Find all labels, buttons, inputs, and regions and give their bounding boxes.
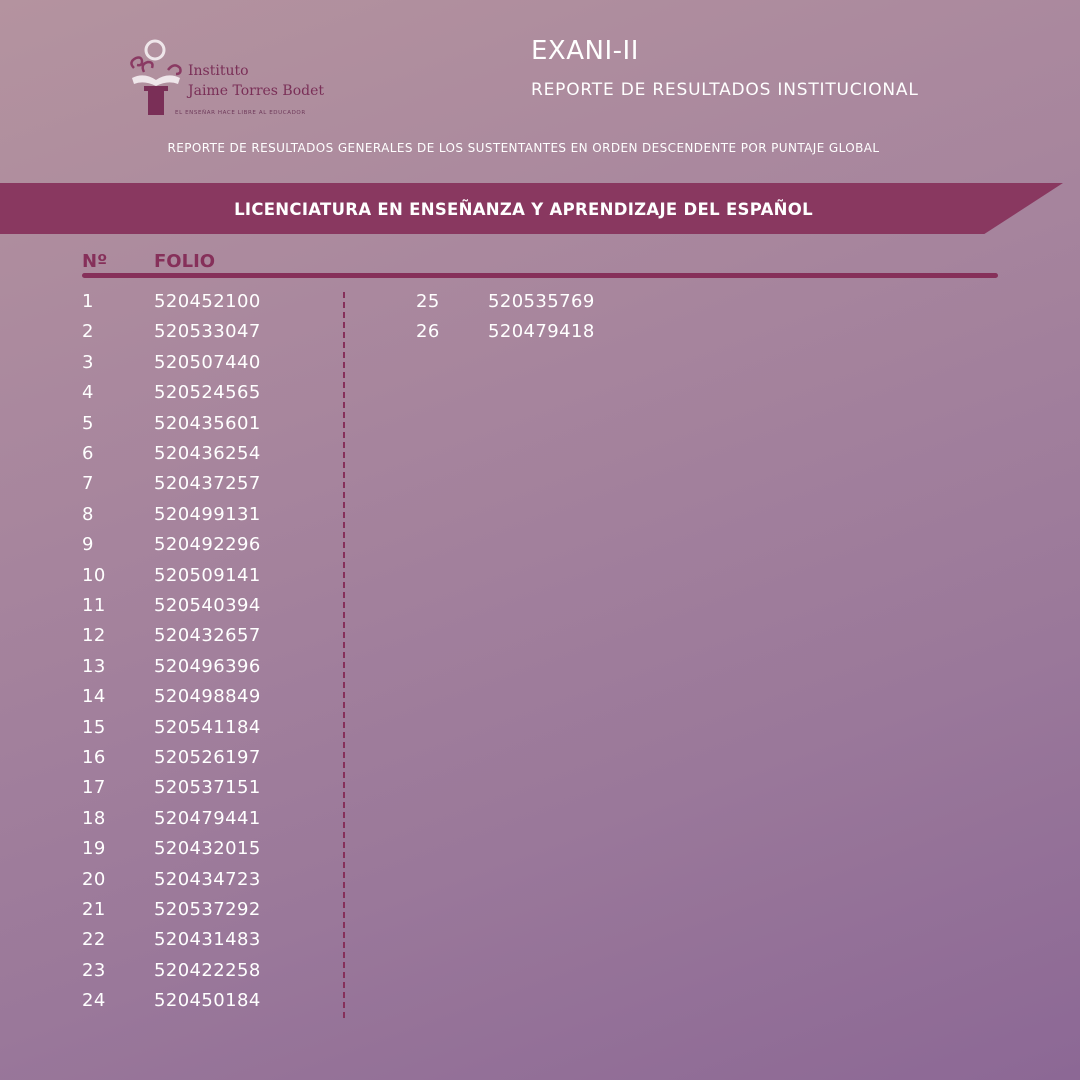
row-folio: 520524565 bbox=[154, 382, 261, 404]
row-number: 18 bbox=[82, 807, 106, 829]
row-number: 5 bbox=[82, 412, 94, 434]
row-folio: 520498849 bbox=[154, 686, 261, 708]
row-folio: 520431483 bbox=[154, 929, 261, 951]
row-number: 3 bbox=[82, 351, 94, 373]
row-number: 2 bbox=[82, 321, 94, 343]
row-number: 23 bbox=[82, 959, 106, 981]
column-divider bbox=[343, 292, 345, 1018]
row-folio: 520492296 bbox=[154, 534, 261, 556]
row-number: 19 bbox=[82, 838, 106, 860]
row-folio: 520496396 bbox=[154, 655, 261, 677]
row-folio: 520537151 bbox=[154, 777, 261, 799]
row-number: 25 bbox=[416, 291, 440, 312]
row-folio: 520432015 bbox=[154, 838, 261, 860]
row-folio: 520450184 bbox=[154, 990, 261, 1012]
row-folio: 520432657 bbox=[154, 625, 261, 647]
row-number: 17 bbox=[82, 777, 106, 799]
row-number: 16 bbox=[82, 747, 106, 768]
header-divider bbox=[82, 273, 998, 278]
row-number: 11 bbox=[82, 595, 106, 616]
row-folio: 520479441 bbox=[154, 807, 261, 829]
row-number: 26 bbox=[416, 321, 440, 343]
row-folio: 520507440 bbox=[154, 351, 261, 373]
row-number: 14 bbox=[82, 686, 106, 708]
row-folio: 520452100 bbox=[154, 291, 261, 312]
row-folio: 520541184 bbox=[154, 716, 261, 738]
row-folio: 520535769 bbox=[488, 291, 595, 312]
row-number: 8 bbox=[82, 503, 94, 525]
row-number: 1 bbox=[82, 291, 94, 312]
exam-title: EXANI-II bbox=[531, 36, 639, 66]
row-number: 21 bbox=[82, 899, 106, 920]
row-number: 7 bbox=[82, 473, 94, 495]
row-folio: 520437257 bbox=[154, 473, 261, 495]
row-folio: 520499131 bbox=[154, 503, 261, 525]
row-number: 15 bbox=[82, 716, 106, 738]
row-number: 10 bbox=[82, 564, 106, 586]
row-number: 13 bbox=[82, 655, 106, 677]
row-folio: 520434723 bbox=[154, 868, 261, 890]
row-number: 4 bbox=[82, 382, 94, 404]
row-folio: 520537292 bbox=[154, 899, 261, 920]
logo-line-name: Jaime Torres Bodet bbox=[188, 83, 325, 99]
row-folio: 520540394 bbox=[154, 595, 261, 616]
row-folio: 520526197 bbox=[154, 747, 261, 768]
row-number: 12 bbox=[82, 625, 106, 647]
row-number: 6 bbox=[82, 443, 94, 464]
institute-logo bbox=[128, 38, 338, 122]
column-header-folio: FOLIO bbox=[154, 251, 216, 272]
row-number: 9 bbox=[82, 534, 94, 556]
row-number: 24 bbox=[82, 990, 106, 1012]
column-header-number: Nº bbox=[82, 251, 108, 272]
row-number: 20 bbox=[82, 868, 106, 890]
exam-subtitle: REPORTE DE RESULTADOS INSTITUCIONAL bbox=[531, 80, 919, 100]
row-folio: 520436254 bbox=[154, 443, 261, 464]
row-folio: 520422258 bbox=[154, 959, 261, 981]
logo-tagline: EL ENSEÑAR HACE LIBRE AL EDUCADOR bbox=[175, 110, 306, 116]
report-description: REPORTE DE RESULTADOS GENERALES DE LOS SUSTENTANTES EN ORDEN DESCENDENTE POR PUNTAJE GLOBAL bbox=[167, 141, 880, 155]
row-folio: 520509141 bbox=[154, 564, 261, 586]
program-title: LICENCIATURA EN ENSEÑANZA Y APRENDIZAJE DEL ESPAÑOL bbox=[234, 200, 813, 219]
logo-line-instituto: Instituto bbox=[188, 63, 249, 79]
row-number: 22 bbox=[82, 929, 106, 951]
row-folio: 520479418 bbox=[488, 321, 595, 343]
row-folio: 520435601 bbox=[154, 412, 261, 434]
row-folio: 520533047 bbox=[154, 321, 261, 343]
